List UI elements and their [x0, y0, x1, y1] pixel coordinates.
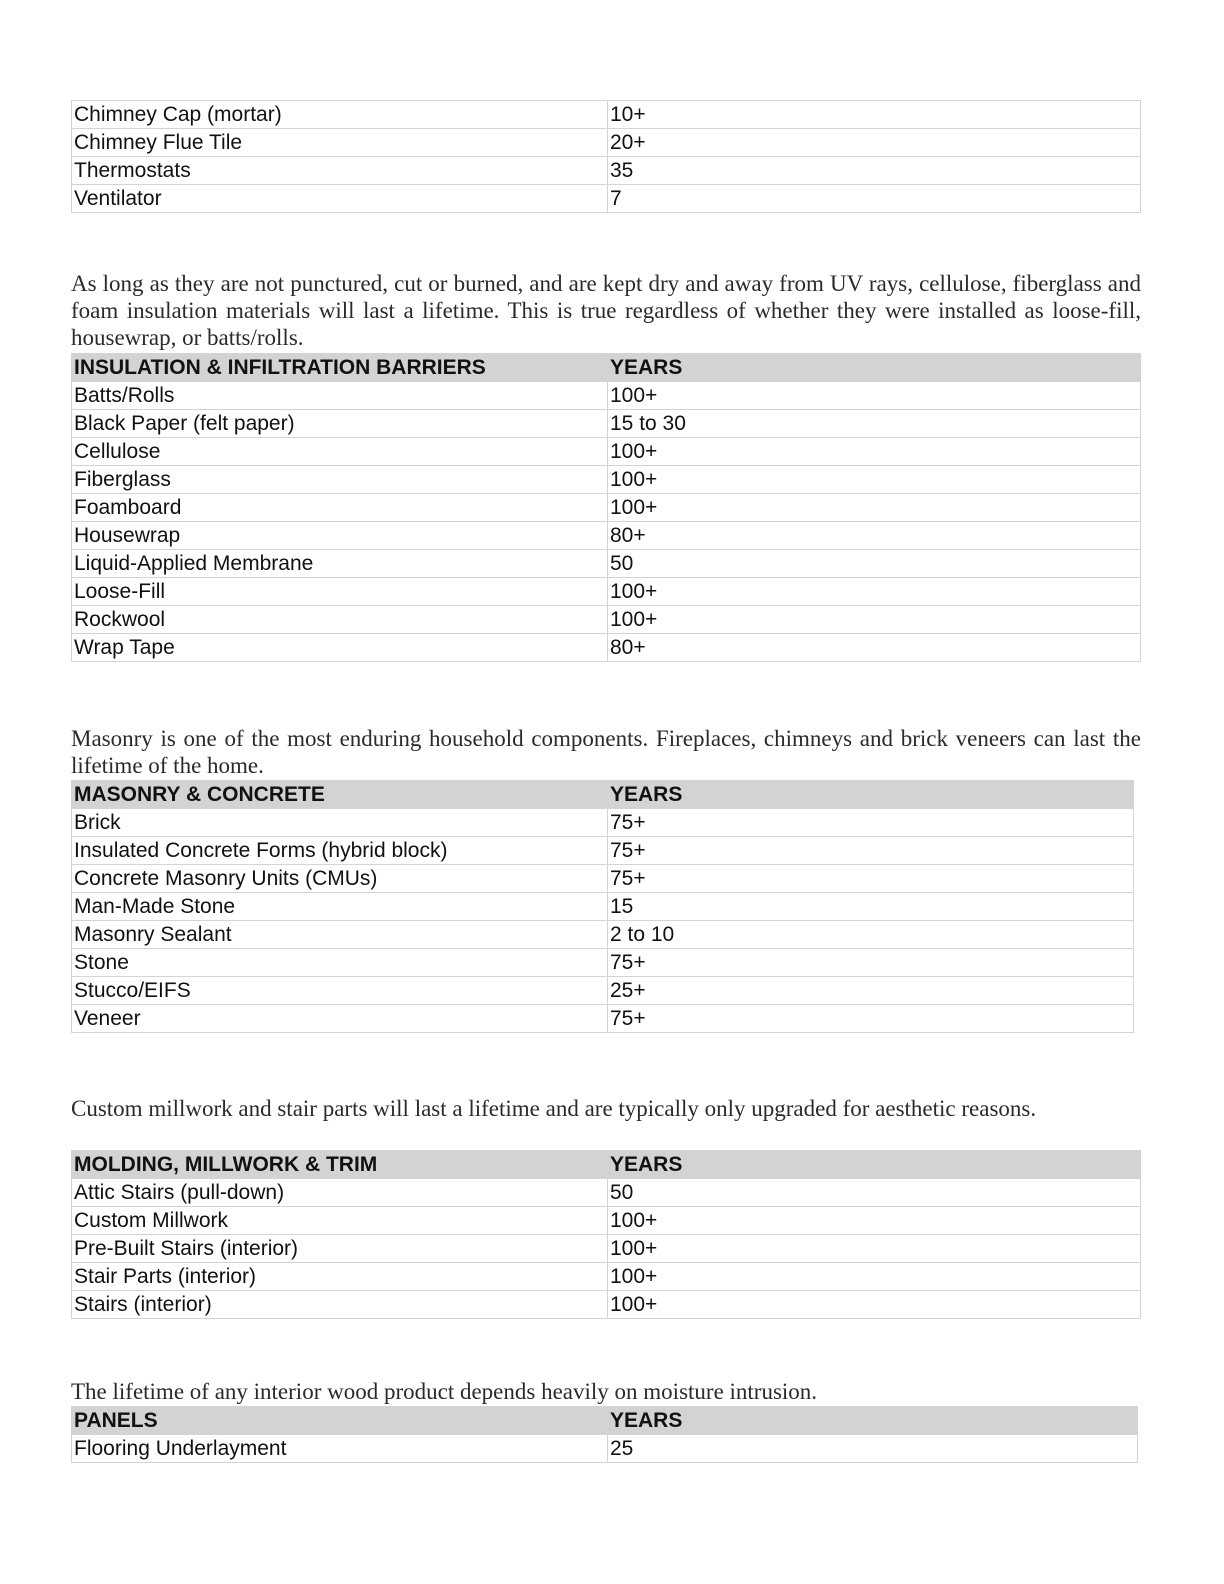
- header-category: MOLDING, MILLWORK & TRIM: [72, 1151, 608, 1179]
- table-row: [72, 101, 1141, 129]
- table-row: [72, 634, 1141, 662]
- table-row: [72, 837, 1134, 865]
- item-cell: Rockwool: [72, 606, 608, 634]
- years-cell: 75+: [608, 837, 1134, 865]
- item-cell: Masonry Sealant: [72, 921, 608, 949]
- item-cell: Stair Parts (interior): [72, 1263, 608, 1291]
- years-cell: 100+: [608, 494, 1141, 522]
- years-cell: 75+: [608, 809, 1134, 837]
- years-cell: 100+: [608, 438, 1141, 466]
- item-cell: Wrap Tape: [72, 634, 608, 662]
- masonry-table-block: [71, 780, 1134, 1033]
- item-cell: Thermostats: [72, 157, 608, 185]
- molding-section: [71, 1095, 1141, 1122]
- item-cell: Black Paper (felt paper): [72, 410, 608, 438]
- table-row: [72, 494, 1141, 522]
- years-cell: 7: [608, 185, 1141, 213]
- table-row: [72, 949, 1134, 977]
- item-cell: Batts/Rolls: [72, 382, 608, 410]
- table-row: [72, 606, 1141, 634]
- table-row: [72, 382, 1141, 410]
- years-cell: 25: [608, 1435, 1138, 1463]
- header-years: YEARS: [608, 1151, 1141, 1179]
- item-cell: Housewrap: [72, 522, 608, 550]
- table-row: [72, 1291, 1141, 1319]
- panels-intro: The lifetime of any interior wood product depends heavily on moisture intrusion.: [71, 1379, 818, 1404]
- years-cell: 75+: [608, 865, 1134, 893]
- table-header-row: [72, 781, 1134, 809]
- years-cell: 100+: [608, 1235, 1141, 1263]
- years-cell: 20+: [608, 129, 1141, 157]
- item-cell: Chimney Flue Tile: [72, 129, 608, 157]
- table-row: [72, 1207, 1141, 1235]
- item-cell: Attic Stairs (pull-down): [72, 1179, 608, 1207]
- item-cell: Foamboard: [72, 494, 608, 522]
- table-row: [72, 522, 1141, 550]
- table-header-row: [72, 354, 1141, 382]
- lifespan-table-continued: [71, 100, 1141, 213]
- years-cell: 100+: [608, 578, 1141, 606]
- item-cell: Cellulose: [72, 438, 608, 466]
- years-cell: 100+: [608, 1291, 1141, 1319]
- item-cell: Custom Millwork: [72, 1207, 608, 1235]
- years-cell: 80+: [608, 522, 1141, 550]
- item-cell: Pre-Built Stairs (interior): [72, 1235, 608, 1263]
- panels-table: [71, 1406, 1138, 1463]
- table-row: [72, 1435, 1138, 1463]
- item-cell: Concrete Masonry Units (CMUs): [72, 865, 608, 893]
- masonry-table: [71, 780, 1134, 1033]
- item-cell: Insulated Concrete Forms (hybrid block): [72, 837, 608, 865]
- item-cell: Loose-Fill: [72, 578, 608, 606]
- years-cell: 100+: [608, 466, 1141, 494]
- item-cell: Man-Made Stone: [72, 893, 608, 921]
- years-cell: 100+: [608, 1263, 1141, 1291]
- years-cell: 25+: [608, 977, 1134, 1005]
- years-cell: 35: [608, 157, 1141, 185]
- item-cell: Flooring Underlayment: [72, 1435, 608, 1463]
- insulation-intro: As long as they are not punctured, cut or burned, and are kept dry and away from UV rays, cellulose, fiberglass and foam insulation materials will last a lifetime. This is true regardless of whether they were installed as loose-fill, housewrap, or batts/rolls.: [71, 271, 1141, 350]
- table-row: [72, 185, 1141, 213]
- table-row: [72, 893, 1134, 921]
- item-cell: Liquid-Applied Membrane: [72, 550, 608, 578]
- panels-section: [71, 1378, 1141, 1405]
- table-row: [72, 977, 1134, 1005]
- item-cell: Veneer: [72, 1005, 608, 1033]
- panels-table-block: [71, 1406, 1138, 1463]
- table-header-row: [72, 1407, 1138, 1435]
- years-cell: 2 to 10: [608, 921, 1134, 949]
- table-row: [72, 438, 1141, 466]
- header-years: YEARS: [608, 354, 1141, 382]
- table-header-row: [72, 1151, 1141, 1179]
- insulation-table: [71, 353, 1141, 662]
- years-cell: 75+: [608, 1005, 1134, 1033]
- years-cell: 50: [608, 1179, 1141, 1207]
- years-cell: 75+: [608, 949, 1134, 977]
- top-table-block: [71, 100, 1141, 213]
- item-cell: Chimney Cap (mortar): [72, 101, 608, 129]
- table-row: [72, 578, 1141, 606]
- masonry-intro: Masonry is one of the most enduring household components. Fireplaces, chimneys and brick veneers can last the lifetime of the home.: [71, 726, 1141, 778]
- molding-table-block: [71, 1150, 1141, 1319]
- item-cell: Stucco/EIFS: [72, 977, 608, 1005]
- years-cell: 100+: [608, 606, 1141, 634]
- item-cell: Fiberglass: [72, 466, 608, 494]
- years-cell: 100+: [608, 382, 1141, 410]
- header-category: INSULATION & INFILTRATION BARRIERS: [72, 354, 608, 382]
- table-row: [72, 921, 1134, 949]
- header-category: MASONRY & CONCRETE: [72, 781, 608, 809]
- molding-intro: Custom millwork and stair parts will last a lifetime and are typically only upgraded for aesthetic reasons.: [71, 1096, 1037, 1121]
- years-cell: 100+: [608, 1207, 1141, 1235]
- years-cell: 80+: [608, 634, 1141, 662]
- header-years: YEARS: [608, 781, 1134, 809]
- table-row: [72, 1005, 1134, 1033]
- insulation-table-block: [71, 353, 1141, 662]
- years-cell: 15: [608, 893, 1134, 921]
- table-row: [72, 466, 1141, 494]
- table-row: [72, 1179, 1141, 1207]
- table-row: [72, 1263, 1141, 1291]
- molding-table: [71, 1150, 1141, 1319]
- masonry-section: [71, 725, 1141, 779]
- years-cell: 50: [608, 550, 1141, 578]
- insulation-section: [71, 270, 1141, 351]
- table-row: [72, 550, 1141, 578]
- item-cell: Stone: [72, 949, 608, 977]
- header-category: PANELS: [72, 1407, 608, 1435]
- header-years: YEARS: [608, 1407, 1138, 1435]
- item-cell: Stairs (interior): [72, 1291, 608, 1319]
- item-cell: Brick: [72, 809, 608, 837]
- years-cell: 15 to 30: [608, 410, 1141, 438]
- table-row: [72, 809, 1134, 837]
- table-row: [72, 1235, 1141, 1263]
- years-cell: 10+: [608, 101, 1141, 129]
- table-row: [72, 129, 1141, 157]
- item-cell: Ventilator: [72, 185, 608, 213]
- table-row: [72, 865, 1134, 893]
- table-row: [72, 157, 1141, 185]
- table-row: [72, 410, 1141, 438]
